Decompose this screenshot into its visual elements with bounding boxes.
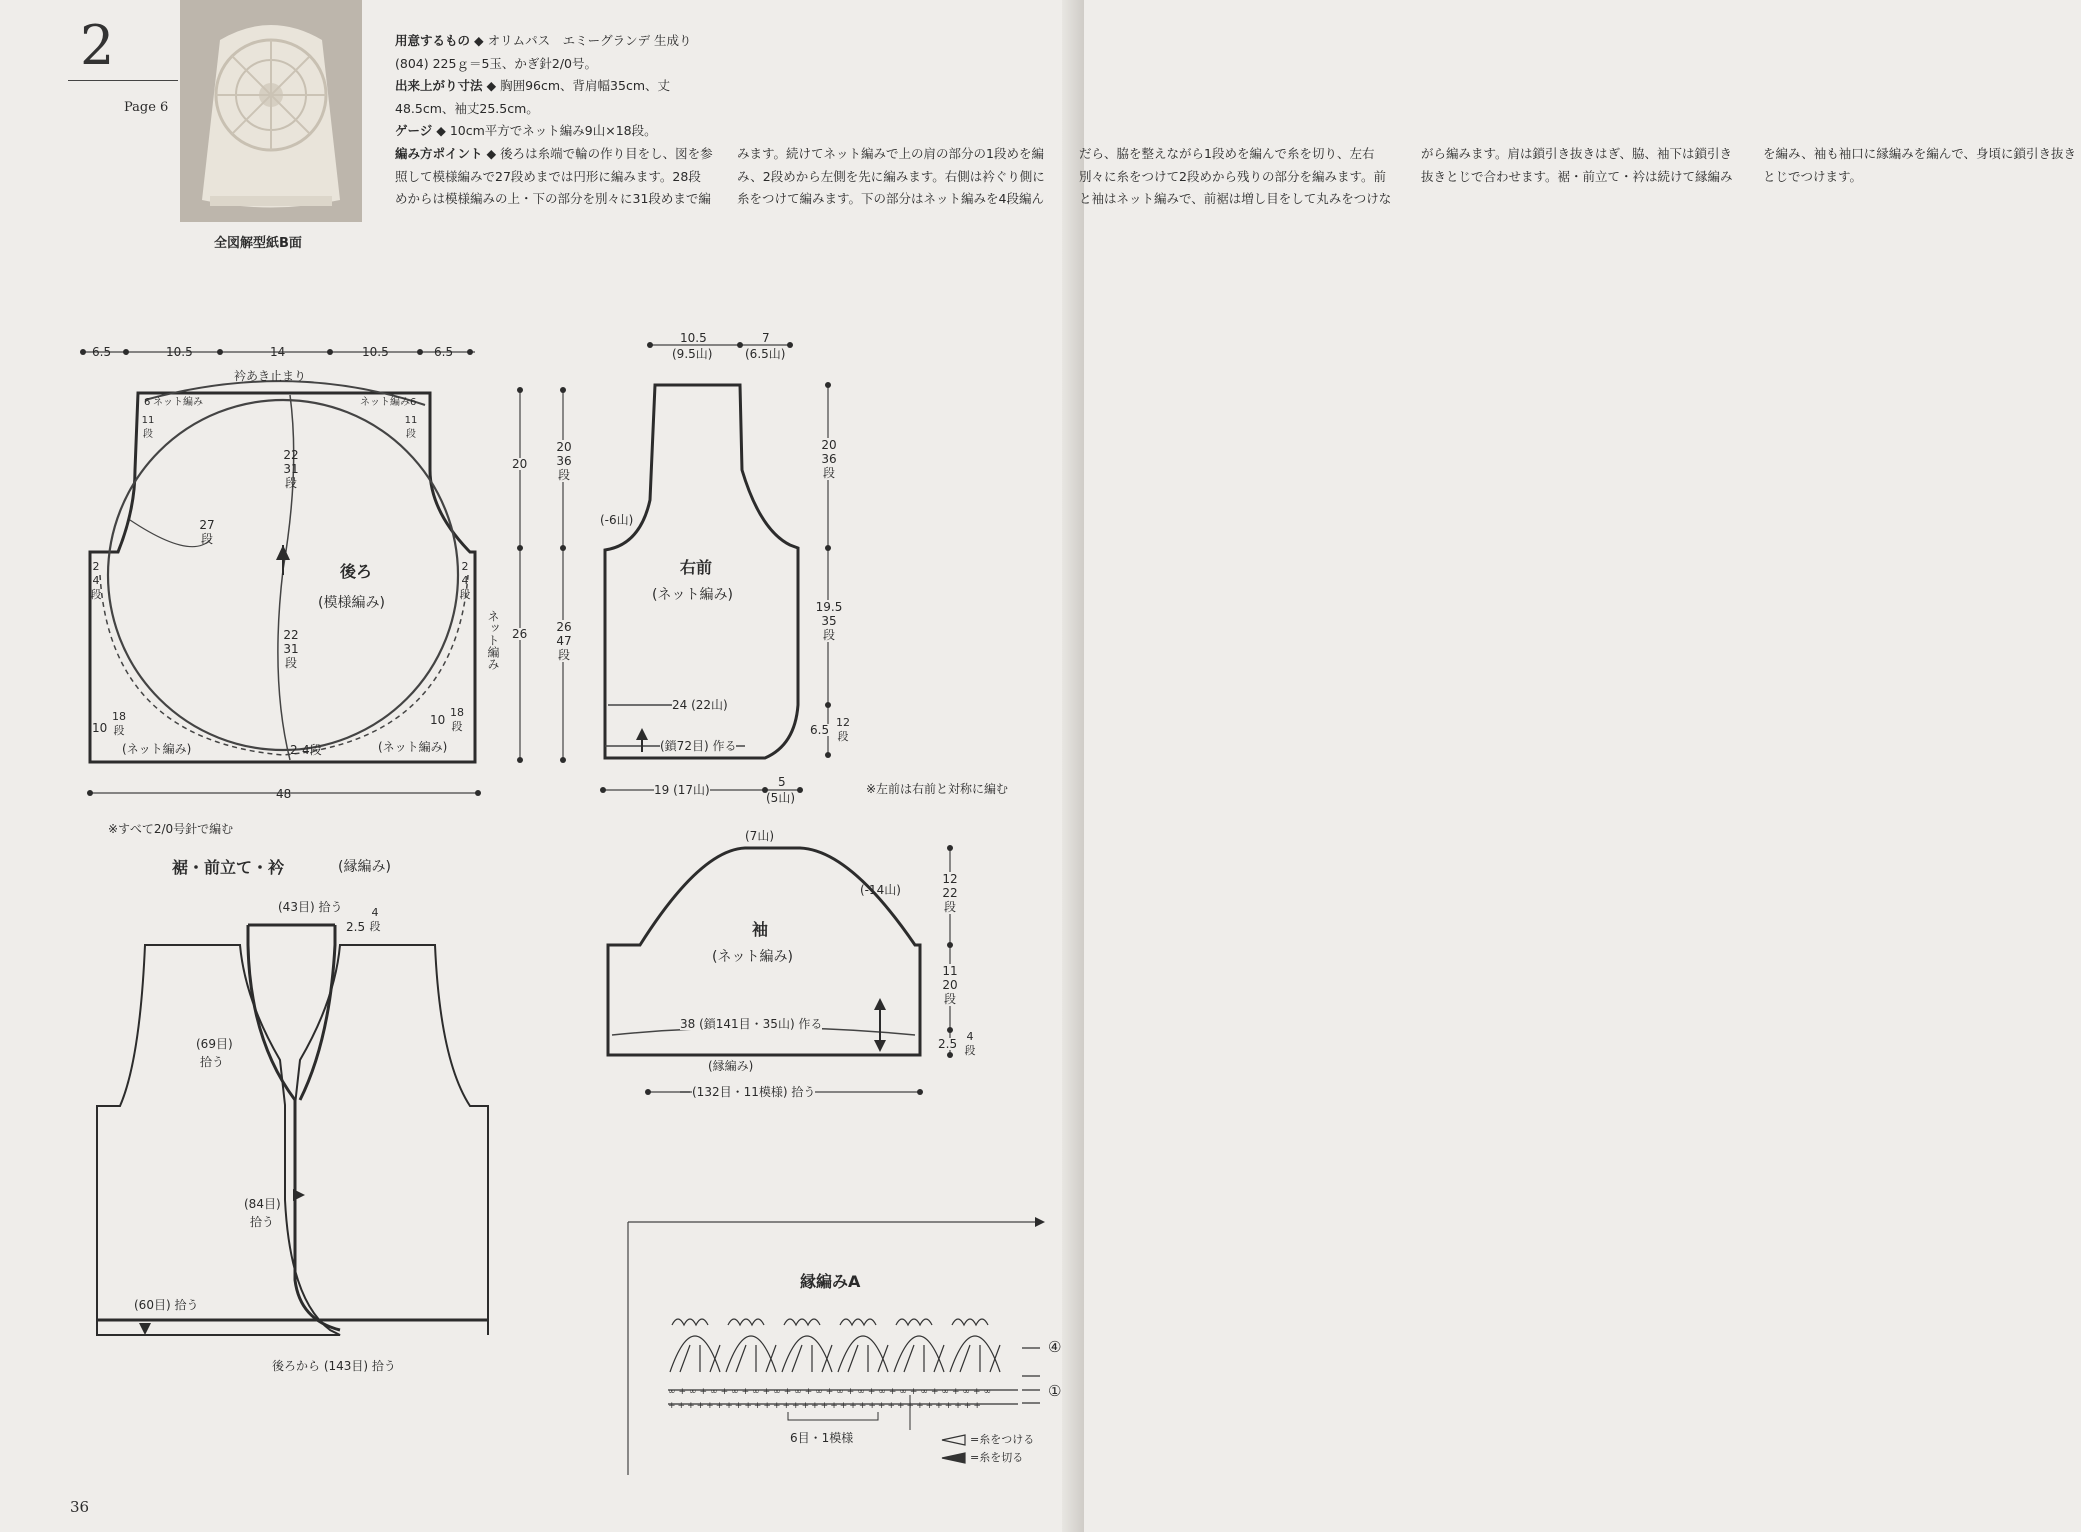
back-arrows: [276, 545, 290, 575]
border-outline: [97, 945, 340, 1335]
dimension-lines: [83, 345, 1040, 1475]
back-bottom-right-rows: [448, 706, 466, 734]
front-height-1: [820, 438, 838, 480]
border-edging: [97, 925, 488, 1330]
back-corner-right-rows-value: 11: [404, 415, 418, 426]
back-height-lower-unit: 段: [557, 648, 570, 662]
back-left-side: [87, 560, 105, 602]
back-ring-rows: [198, 518, 216, 546]
border-title: 裾・前立て・衿: [172, 858, 285, 877]
border-back-pickup: 後ろから (143目) 拾う: [272, 1359, 396, 1373]
sleeve-chain-cast-on: 38 (鎖141目・35山) 作る: [680, 1017, 823, 1031]
sleeve-height-1-cm: 12: [942, 872, 958, 886]
back-top-dim-1: 6.5: [92, 345, 112, 359]
back-bottom-center-cm: 2: [290, 743, 298, 757]
back-height-lower: 26: [512, 627, 528, 641]
legend-attach-symbol: [942, 1435, 965, 1445]
back-ring-rows-unit: 段: [200, 532, 213, 546]
front-top-dim-2-sub: (6.5山): [745, 347, 786, 361]
back-right-side-unit: 段: [459, 588, 471, 601]
points-text: ◆ 後ろは糸端で輪の作り目をし、図を参照して模様編みで27段めまでは円形に編みます。28段めからは模様編みの上・下の部分を別々に31段めまで編みます。続けてネット編みで上の肩の部分の1段めを編み、2段めから左側を先に編みます。右側は衿ぐり側に糸をつけて編みます。下の部分はネット編みを4段編んだら、脇を整えながら1段めを編んで糸を切り、左右別々に糸をつけて2段めから残りの部分を編みます。前と袖はネット編みで、前裾は増し目をして丸みをつけながら編みます。肩は鎖引き抜きはぎ、脇、袖下は鎖引き抜きとじで合わせます。裾・前立て・衿は続けて縁編みを編み、袖も袖口に縁編みを編んで、身頃に鎖引き抜きとじでつけます。: [395, 145, 2077, 207]
front-chain-cast-on: (鎖72目) 作る: [660, 739, 737, 753]
pattern-number: 2: [80, 14, 115, 77]
back-height-lower-rows-value: 47: [556, 634, 572, 648]
border-front-upper-pickup: 拾う: [200, 1055, 225, 1069]
front-top-dim-1: 10.5: [680, 331, 707, 345]
back-ring-rows-value: 27: [199, 518, 215, 532]
back-height-upper-rows: [555, 440, 573, 482]
back-upper-radius-cm: 22: [283, 448, 299, 462]
materials-label: 用意するもの: [395, 33, 471, 48]
back-top-dim-5: 6.5: [434, 345, 454, 359]
border-edge-rows: [366, 906, 384, 934]
back-height-upper: 20: [512, 457, 528, 471]
border-left-band: [248, 925, 340, 1330]
needle-note: ※すべて2/0号針で編む: [108, 822, 234, 836]
back-title: 後ろ: [340, 562, 373, 581]
border-right-band: [300, 925, 335, 1100]
materials-text: ◆ オリムパス エミーグランデ 生成り(804) 225ｇ＝5玉、かぎ針2/0号。: [395, 33, 692, 71]
gauge-label: ゲージ: [395, 123, 433, 139]
back-neck-stop-label: 衿あき止まり: [234, 369, 307, 383]
front-height-3-rows-value: 12: [836, 716, 850, 729]
back-side-net-label: ネット編み: [486, 610, 500, 670]
back-left-side-unit: 段: [90, 588, 102, 601]
back-height-lower-cm: 26: [556, 620, 572, 634]
back-bottom-left-rows-value: 18: [112, 710, 126, 723]
edging-row-4-marker: ④: [1048, 1338, 1062, 1356]
back-height-lower-rows: [555, 620, 573, 662]
photo-caption: 全図解型紙B面: [214, 236, 302, 251]
back-upper-radius: [282, 448, 300, 490]
border-down-arrow: [139, 1323, 151, 1335]
edging-a-repeat: 6目・1模様: [790, 1431, 854, 1445]
back-corner-left-rows-value: 11: [141, 415, 155, 426]
edging-row-1-marker: ①: [1048, 1382, 1062, 1400]
back-lower-radius-cm: 22: [283, 628, 299, 642]
back-corner-left-rows-unit: 段: [143, 429, 153, 440]
border-right-arrow: [293, 1189, 305, 1201]
sleeve-height-2-rows: 20: [942, 978, 958, 992]
border-edge-rows-unit: 段: [369, 920, 381, 933]
back-height-upper-cm: 20: [556, 440, 572, 454]
back-right-side-rows: 4: [461, 574, 469, 587]
back-right-side: [456, 560, 474, 602]
back-upper-radius-rows: 31: [283, 462, 299, 476]
back-corner-right-top: 6: [410, 397, 417, 408]
front-neck-decrease: (-6山): [600, 513, 634, 527]
sleeve-height-3-rows-value: 4: [966, 1030, 974, 1043]
sleeve-height-3-rows: [961, 1030, 979, 1058]
legend-attach-label: =糸をつける: [970, 1433, 1035, 1446]
size-label: 出来上がり寸法: [395, 78, 483, 94]
border-top-pickup: (43目) 拾う: [278, 900, 343, 914]
front-bottom-width-1: 19 (17山): [654, 783, 710, 797]
back-lower-radius-rows: 31: [283, 642, 299, 656]
back-bottom-left-rows-unit: 段: [113, 724, 125, 737]
sleeve-height-1-rows: 22: [942, 886, 958, 900]
edging-plus-marks: [668, 1387, 994, 1411]
sleeve-top-stitches: (7山): [745, 829, 774, 843]
front-symmetry-note: ※左前は右前と対称に編む: [866, 782, 1009, 796]
sleeve-up-arrow: [874, 998, 886, 1010]
border-front-lower: (84目): [244, 1197, 281, 1211]
back-bottom-right-rows-unit: 段: [451, 720, 463, 733]
back-bottom-center-rows: 4段: [302, 743, 322, 757]
size-text: ◆ 胸囲96cm、背肩幅35cm、丈48.5cm、袖丈25.5cm。: [395, 78, 670, 116]
svg-text:∞+∞+∞+∞+∞+∞+∞+∞+∞+∞+∞+∞+∞+∞+∞+: ∞+∞+∞+∞+∞+∞+∞+∞+∞+∞+∞+∞+∞+∞+∞+∞: [668, 1387, 995, 1397]
sleeve-height-3: 2.5: [938, 1037, 958, 1051]
front-subtitle: (ネット編み): [652, 587, 733, 603]
sleeve-height-2-unit: 段: [943, 992, 956, 1006]
front-height-1-rows: 36: [821, 452, 837, 466]
sleeve-edging-label: (縁編み): [708, 1059, 754, 1073]
front-height-2-cm: 19.5: [815, 600, 843, 614]
front-title: 右前: [680, 558, 713, 577]
back-bottom-left-cm: 10: [92, 721, 108, 735]
sleeve-inner-lines: [612, 1000, 915, 1092]
back-corner-left-rows: [139, 414, 157, 442]
back-right-side-cm: 2: [461, 560, 469, 573]
front-top-dim-1-sub: (9.5山): [672, 347, 713, 361]
back-corner-right-rows-unit: 段: [406, 429, 416, 440]
back-corner-left-top: 6: [144, 397, 151, 408]
front-bottom-width-2: 5: [778, 775, 786, 789]
front-up-arrow: [636, 728, 648, 740]
front-inner-width: 24 (22山): [672, 698, 728, 712]
back-bottom-right-net: (ネット編み): [378, 740, 448, 754]
points-label: 編み方ポイント: [395, 145, 483, 161]
edge-arrow-right: [1035, 1217, 1045, 1227]
back-top-dim-4: 10.5: [362, 345, 389, 359]
front-height-3: 6.5: [810, 723, 830, 737]
front-height-1-unit: 段: [822, 466, 835, 480]
page-reference: Page 6: [124, 100, 169, 115]
gauge-text: ◆ 10cm平方でネット編み9山×18段。: [436, 123, 657, 139]
border-front-lower-pickup: 拾う: [250, 1215, 275, 1229]
back-top-dim-2: 10.5: [166, 345, 193, 359]
sleeve-height-2-cm: 11: [942, 964, 958, 978]
back-height-upper-unit: 段: [557, 468, 570, 482]
back-left-side-rows: 4: [92, 574, 100, 587]
sleeve-decrease: (-14山): [860, 883, 901, 897]
front-height-3-unit: 段: [837, 730, 849, 743]
back-lower-radius-unit: 段: [284, 656, 297, 670]
back-height-upper-rows-value: 36: [556, 454, 572, 468]
border-edge-rows-value: 4: [371, 906, 379, 919]
page-folio: 36: [70, 1498, 90, 1516]
back-left-side-cm: 2: [92, 560, 100, 573]
sleeve-down-arrow: [874, 1040, 886, 1052]
back-width: 48: [276, 787, 292, 801]
back-bottom-left-net: (ネット編み): [122, 742, 192, 756]
sleeve-title: 袖: [752, 920, 769, 939]
back-upper-radius-unit: 段: [284, 476, 297, 490]
legend-cut-symbol: [942, 1453, 965, 1463]
back-lower-radius: [282, 628, 300, 670]
front-height-1-cm: 20: [821, 438, 837, 452]
sleeve-height-1-unit: 段: [943, 900, 956, 914]
front-height-3-rows: [834, 716, 852, 744]
front-top-dim-2: 7: [762, 331, 770, 345]
front-height-2-rows: 35: [821, 614, 837, 628]
edging-a-title: 縁編みA: [800, 1272, 861, 1291]
back-bottom-left-rows: [110, 710, 128, 738]
edging-picots: [672, 1319, 988, 1325]
front-height-2: [814, 600, 844, 642]
border-hem-pickup: (60目) 拾う: [134, 1298, 199, 1312]
edging-repeat-bracket: [788, 1412, 878, 1420]
back-bottom-right-rows-value: 18: [450, 706, 464, 719]
back-corner-left-net: ネット編み: [153, 397, 203, 408]
svg-text:++++++++++++++++++++++++++++++: +++++++++++++++++++++++++++++++++: [668, 1401, 983, 1411]
border-outline-right: [295, 945, 488, 1335]
back-subtitle: (模様編み): [318, 595, 385, 611]
sleeve-height-3-unit: 段: [964, 1044, 976, 1057]
sleeve-height-2: [941, 964, 959, 1006]
border-front-upper: (69目): [196, 1037, 233, 1051]
back-bottom-right-cm: 10: [430, 713, 446, 727]
border-subtitle: (縁編み): [338, 859, 391, 875]
sleeve-subtitle: (ネット編み): [712, 949, 793, 965]
back-corner-right-rows: [402, 414, 420, 442]
border-edge-width: 2.5: [346, 920, 366, 934]
back-corner-right-net: ネット編み: [360, 397, 410, 408]
sleeve-pickup: (132目・11模様) 拾う: [692, 1085, 816, 1099]
front-bottom-width-2-sub: (5山): [766, 791, 795, 805]
sleeve-height-1: [941, 872, 959, 914]
front-height-2-unit: 段: [822, 628, 835, 642]
back-top-dim-3: 14: [270, 345, 286, 359]
legend-cut-label: =糸を切る: [970, 1451, 1024, 1464]
